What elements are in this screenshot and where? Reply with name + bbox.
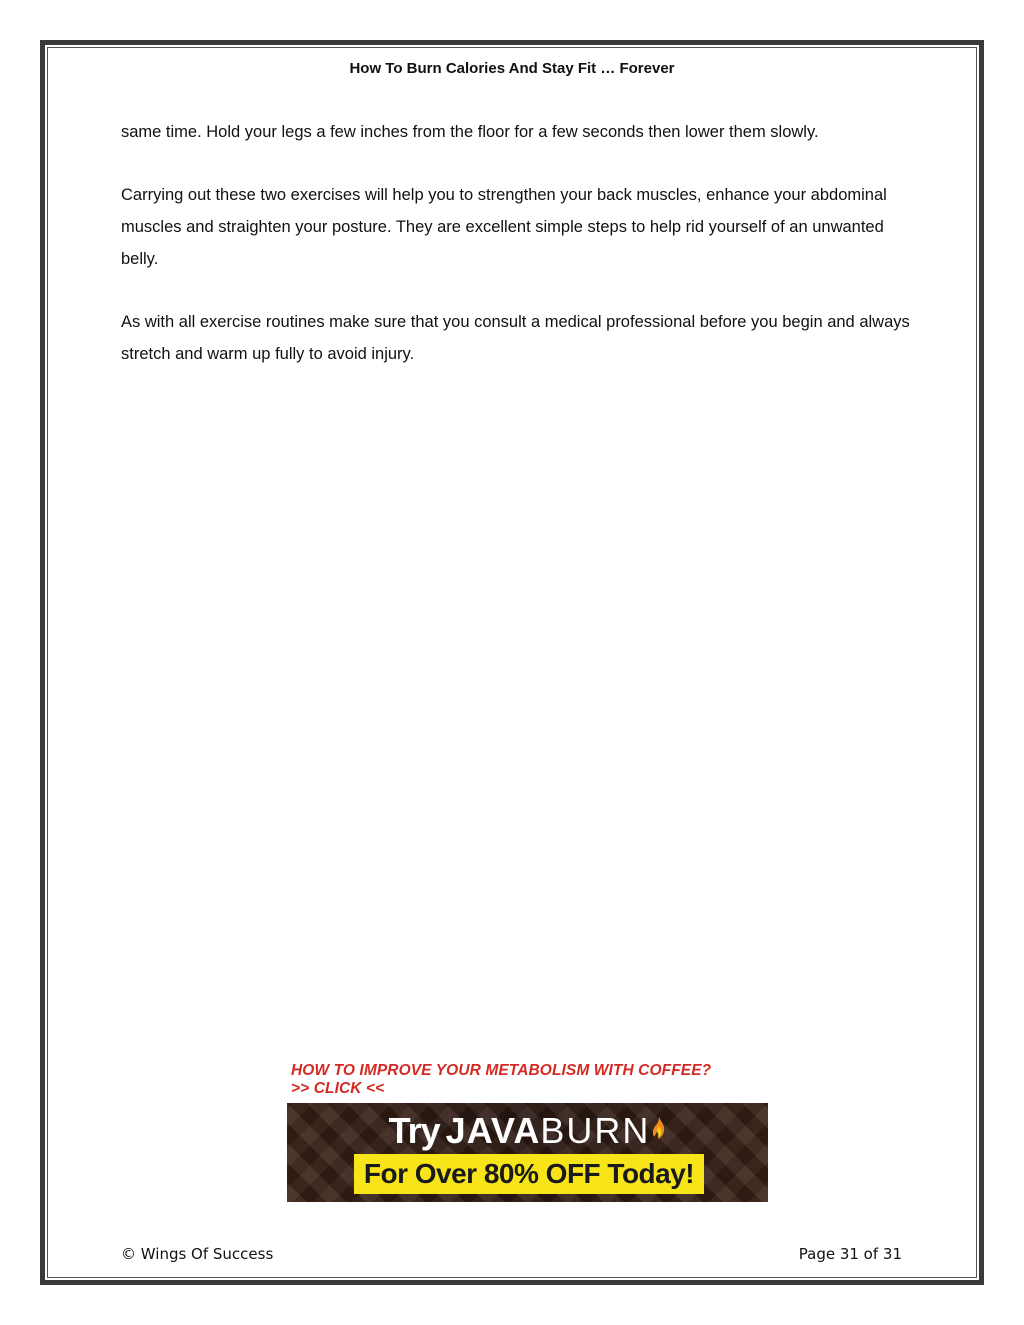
javaburn-ad[interactable]: [287, 1062, 768, 1204]
paragraph: Carrying out these two exercises will help you to strengthen your back muscles, enhance your abdominal muscles and straighten your posture. They are excellent simple steps to help rid yourself of an unwanted belly.: [121, 186, 887, 268]
banner-brand: [287, 1111, 768, 1151]
footer-copyright: © Wings Of Success: [121, 1245, 274, 1263]
flame-icon: [652, 1117, 666, 1139]
page-header-title: How To Burn Calories And Stay Fit … Forever: [349, 60, 675, 77]
banner-try-text: Try: [388, 1110, 440, 1151]
banner-offer[interactable]: For Over 80% OFF Today!: [354, 1154, 704, 1194]
ad-caption-line1[interactable]: HOW TO IMPROVE YOUR METABOLISM WITH COFFEE?: [291, 1062, 712, 1079]
ad-click-link[interactable]: >> CLICK <<: [291, 1080, 385, 1097]
body-content: [121, 116, 921, 401]
paragraph: same time. Hold your legs a few inches from the floor for a few seconds then lower them slowly.: [121, 123, 819, 141]
paragraph: As with all exercise routines make sure that you consult a medical professional before you begin and always stretch and warm up fully to avoid injury.: [121, 313, 910, 363]
banner-java-text: JAVA: [445, 1110, 541, 1151]
ad-banner[interactable]: [287, 1103, 768, 1202]
footer-page-number: Page 31 of 31: [798, 1245, 902, 1263]
banner-burn-text: BURN: [540, 1110, 651, 1151]
ad-caption[interactable]: [287, 1062, 768, 1098]
